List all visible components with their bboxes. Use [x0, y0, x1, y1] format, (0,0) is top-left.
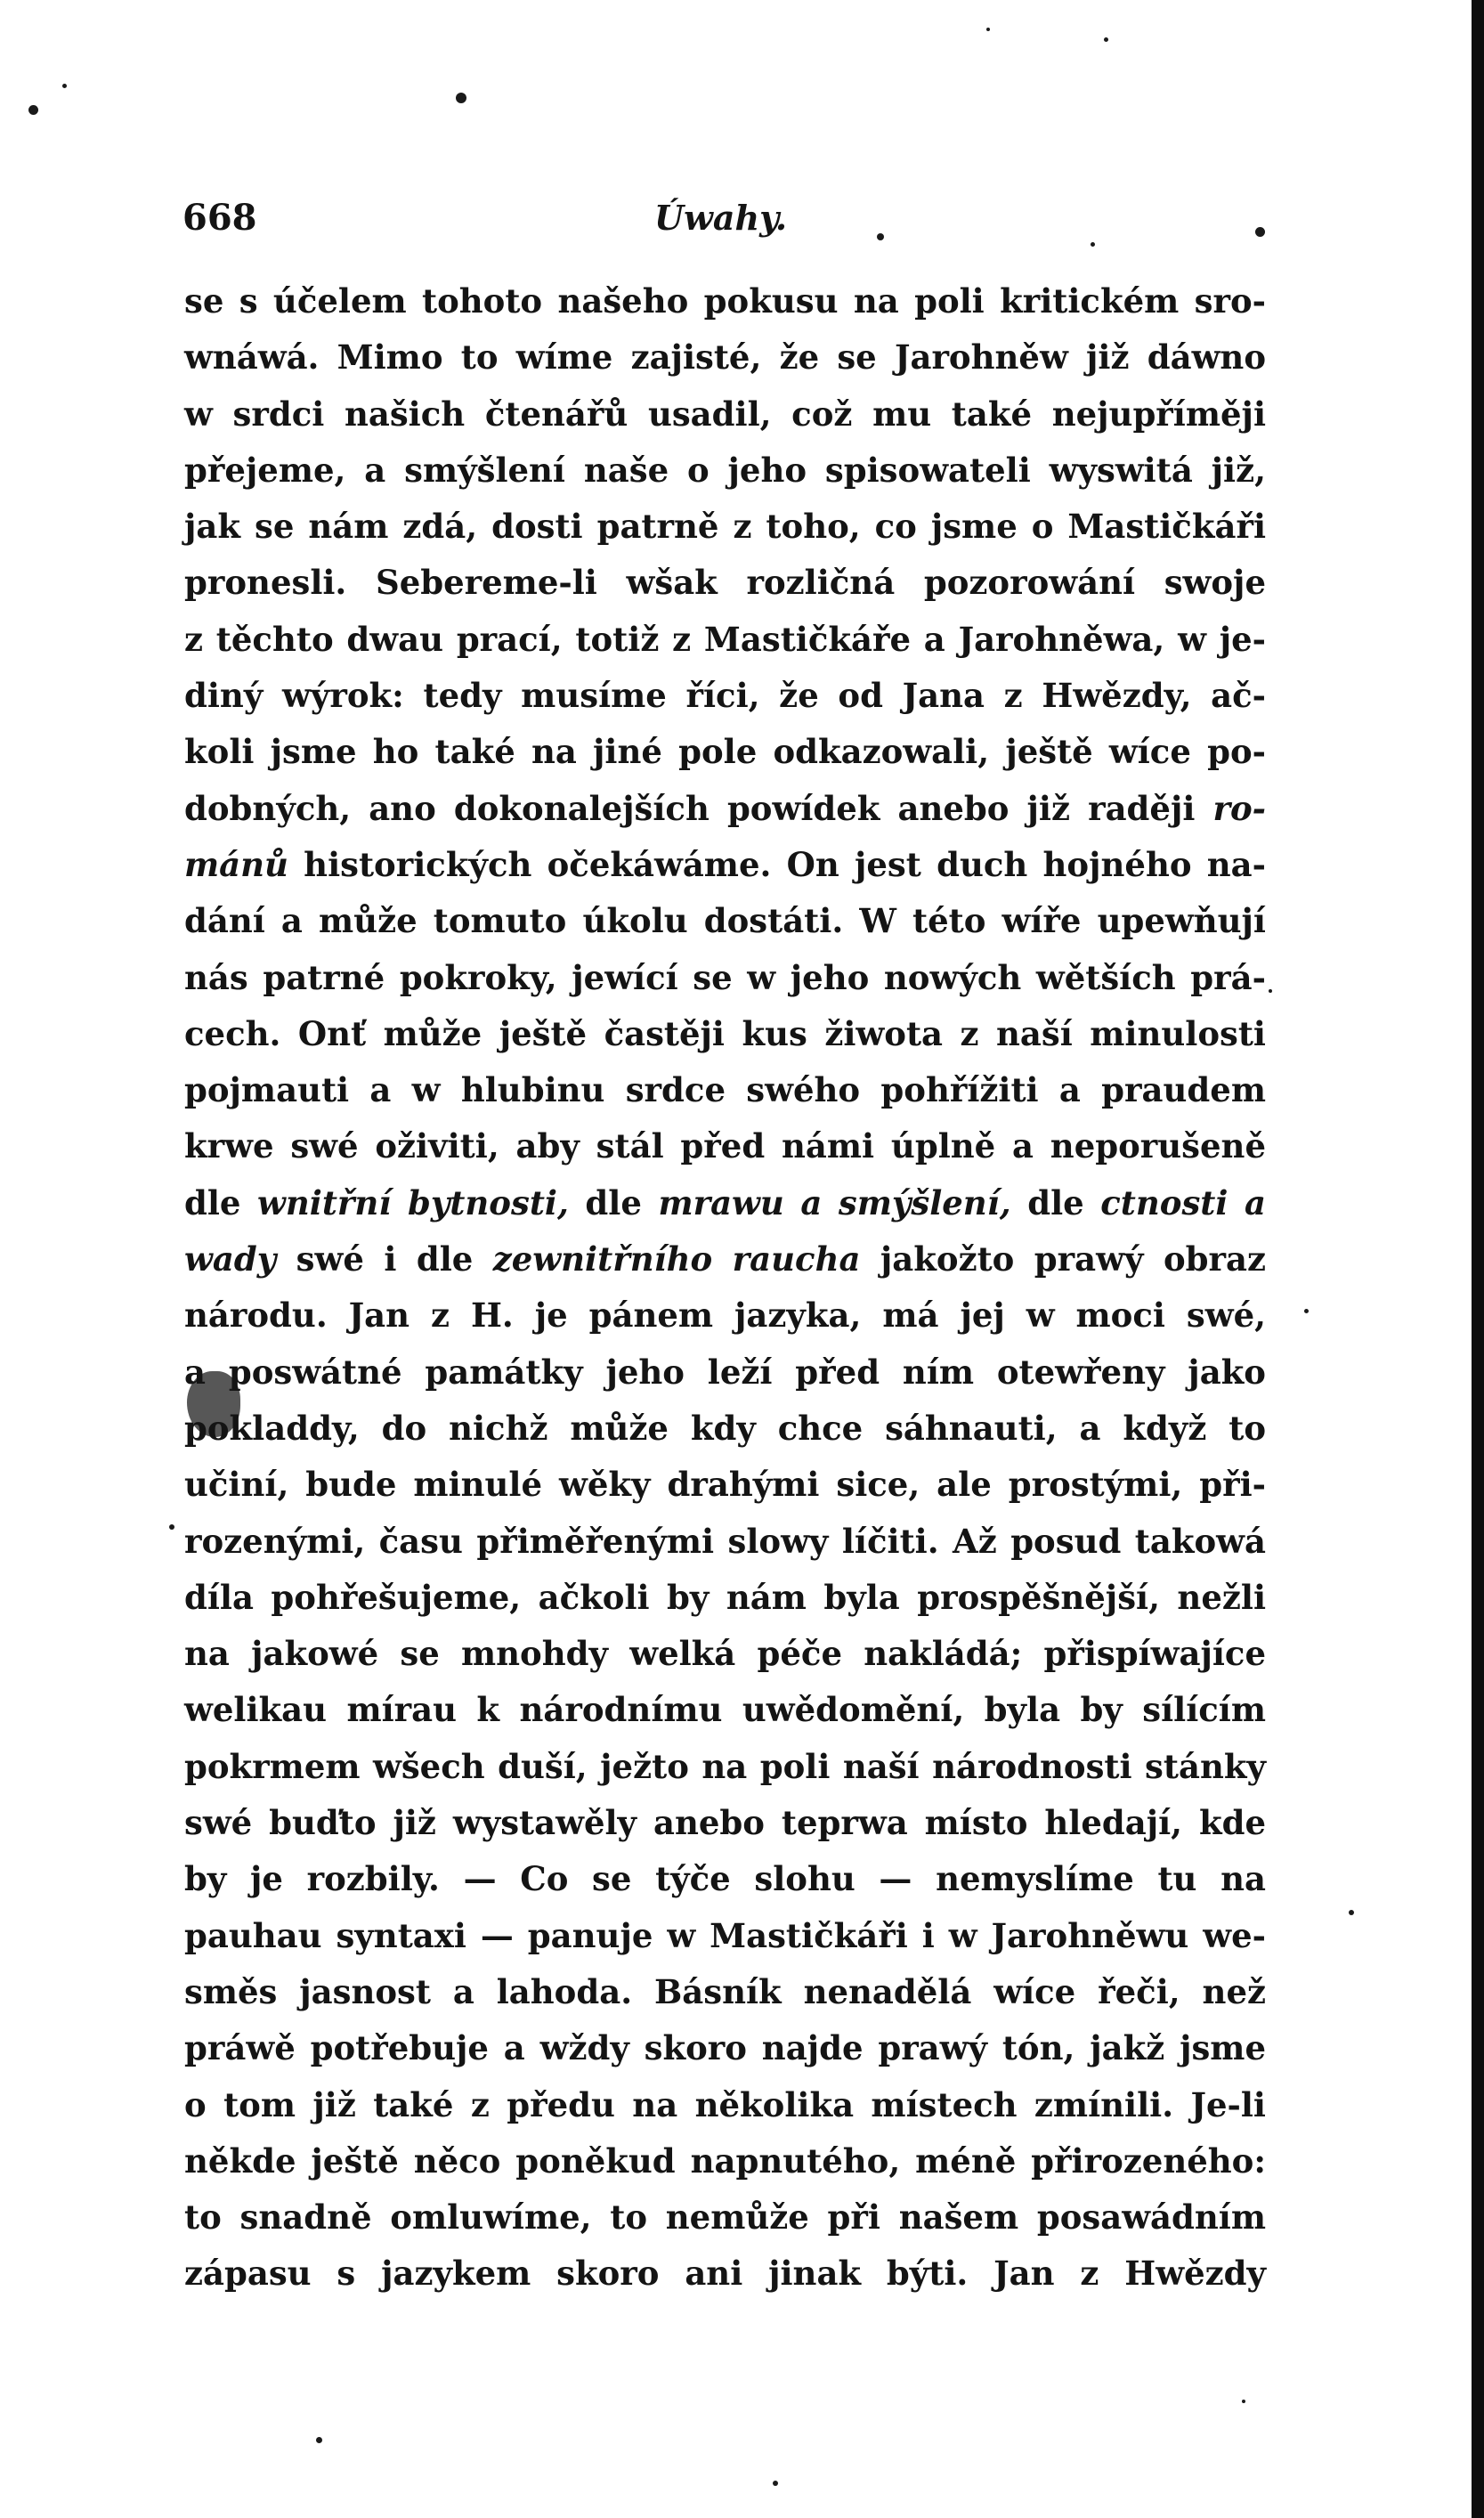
text-line [184, 1851, 1266, 1907]
scan-speck [1304, 1309, 1309, 1313]
italic-text: wnitřní bytnosti, [257, 1182, 569, 1222]
text-segment: w srdci našich čtenářů usadil, což mu také nejupříměji [184, 394, 1266, 434]
italic-text: ro- [1212, 788, 1266, 828]
text-line [184, 1739, 1266, 1795]
text-line [184, 1287, 1266, 1344]
scan-speck [1269, 989, 1272, 993]
text-segment: někde ještě něco poněkud napnutého, méně přirozeného: [184, 2140, 1266, 2181]
text-line [184, 1570, 1266, 1626]
text-segment: práwě potřebuje a wždy skoro najde prawý tón, jakž jsme [184, 2028, 1266, 2068]
text-segment: nás patrné pokroky, jewící se w jeho nowých wětších prá- [184, 957, 1266, 997]
italic-text: mrawu a smýšlení, [658, 1182, 1011, 1222]
text-line [184, 2189, 1266, 2246]
text-segment: wnáwá. Mimo to wíme zajisté, že se Jarohněw již dáwno [184, 337, 1266, 378]
text-segment: národu. Jan z H. je pánem jazyka, má jej w moci swé, [184, 1296, 1266, 1336]
text-segment: učiní, bude minulé wěky drahými sice, ale prostými, při- [184, 1465, 1266, 1505]
scan-speck [1242, 2400, 1245, 2403]
text-line [184, 1908, 1266, 1964]
text-segment: směs jasnost a lahoda. Básník nenadělá wíce řeči, než [184, 1971, 1266, 2011]
text-segment: cech. Onť může ještě častěji kus žiwota z naší minulosti [184, 1013, 1266, 1053]
text-line [184, 443, 1266, 499]
text-line [184, 1062, 1266, 1118]
text-segment: a poswátné památky jeho leží před ním otewřeny jako [184, 1352, 1266, 1392]
text-segment: zápasu s jazykem skoro ani jinak býti. Jan z Hwězdy [184, 2254, 1266, 2294]
text-segment: koli jsme ho také na jiné pole odkazowali, ještě wíce po- [184, 732, 1266, 772]
text-line [184, 1964, 1266, 2020]
text-segment: pronesli. Sebereme-li wšak rozličná pozorowání swoje [184, 563, 1266, 603]
text-segment: welikau mírau k národnímu uwědomění, byla by sílícím [184, 1690, 1266, 1730]
text-segment: přejeme, a smýšlení naše o jeho spisowateli wyswitá již, [184, 450, 1266, 490]
text-line [184, 781, 1266, 837]
text-line [184, 329, 1266, 386]
text-segment: rozenými, času přiměřenými slowy líčiti. Až posud takowá [184, 1521, 1266, 1561]
text-line [184, 612, 1266, 668]
text-line [184, 1514, 1266, 1570]
text-line [184, 1006, 1266, 1062]
scan-speck [62, 84, 67, 88]
scan-speck [456, 93, 466, 103]
text-line [184, 499, 1266, 555]
text-line [184, 1175, 1266, 1231]
italic-text: mánů [184, 844, 288, 884]
text-line [184, 555, 1266, 611]
text-segment: díla pohřešujeme, ačkoli by nám byla prospěšnější, nežli [184, 1577, 1266, 1617]
text-segment: se s účelem tohoto našeho pokusu na poli kritickém sro- [184, 281, 1266, 321]
text-segment: historických očekáwáme. On jest duch hojného na- [288, 844, 1266, 884]
text-segment: pojmauti a w hlubinu srdce swého pohřížiti a praudem [184, 1070, 1266, 1110]
text-line [184, 1795, 1266, 1851]
text-line [184, 1401, 1266, 1457]
text-segment: dle [184, 1182, 258, 1222]
scan-border [1472, 0, 1484, 2518]
text-segment: dle [568, 1182, 659, 1222]
scan-speck [986, 28, 990, 31]
body-text [184, 273, 1266, 2303]
text-segment: z těchto dwau prací, totiž z Mastičkáře a Jarohněwa, w je- [184, 619, 1266, 659]
text-line [184, 273, 1266, 329]
text-segment: diný wýrok: tedy musíme říci, že od Jana z Hwězdy, ač- [184, 676, 1266, 716]
italic-text: ctnosti a [1100, 1182, 1266, 1222]
text-line [184, 2133, 1266, 2189]
scan-speck [1349, 1910, 1354, 1915]
text-line [184, 837, 1266, 893]
text-segment: to snadně omluwíme, to nemůže při našem posawádním [184, 2197, 1266, 2238]
text-segment: o tom již také z předu na několika místech zmínili. Je-li [184, 2084, 1266, 2124]
text-segment: jakožto prawý obraz [860, 1239, 1266, 1279]
text-line [184, 950, 1266, 1006]
text-segment: swé i dle [276, 1239, 493, 1279]
text-segment: swé buďto již wystawěly anebo teprwa místo hledají, kde [184, 1803, 1266, 1843]
page-number: 668 [182, 197, 257, 239]
text-segment: by je rozbily. — Co se týče slohu — nemyslíme tu na [184, 1859, 1266, 1899]
text-line [184, 1118, 1266, 1174]
text-segment: na jakowé se mnohdy welká péče nakládá; přispíwajíce [184, 1634, 1266, 1674]
text-segment: pokrmem wšech duší, ježto na poli naší národnosti stánky [184, 1746, 1266, 1786]
page-header [182, 187, 1269, 249]
scan-speck [316, 2437, 322, 2443]
text-line [184, 1682, 1266, 1738]
text-line [184, 386, 1266, 443]
text-line [184, 2246, 1266, 2302]
text-line [184, 1344, 1266, 1401]
text-line [184, 1626, 1266, 1682]
text-line [184, 668, 1266, 724]
scan-speck [1104, 37, 1108, 42]
text-segment: jak se nám zdá, dosti patrně z toho, co jsme o Mastičkáři [184, 507, 1266, 547]
text-segment: dání a může tomuto úkolu dostáti. W této wíře upewňují [184, 901, 1266, 941]
text-line [184, 2020, 1266, 2076]
text-segment: krwe swé oživiti, aby stál před námi úplně a neporušeně [184, 1126, 1266, 1166]
italic-text: wady [184, 1239, 277, 1279]
text-line [184, 893, 1266, 949]
scan-speck [28, 105, 38, 115]
text-segment: pokladdy, do nichž může kdy chce sáhnauti, a když to [184, 1408, 1266, 1448]
running-head: Úwahy. [654, 198, 788, 238]
text-segment: dobných, ano dokonalejších powídek anebo již raději [184, 788, 1213, 828]
text-line [184, 2077, 1266, 2133]
text-segment: pauhau syntaxi — panuje w Mastičkáři i w Jarohněwu we- [184, 1915, 1266, 1955]
scan-speck [169, 1524, 174, 1530]
italic-text: zewnitřního raucha [492, 1239, 861, 1279]
text-segment: dle [1010, 1182, 1101, 1222]
text-line [184, 724, 1266, 780]
text-line [184, 1231, 1266, 1287]
text-line [184, 1457, 1266, 1513]
scan-speck [773, 2481, 778, 2486]
